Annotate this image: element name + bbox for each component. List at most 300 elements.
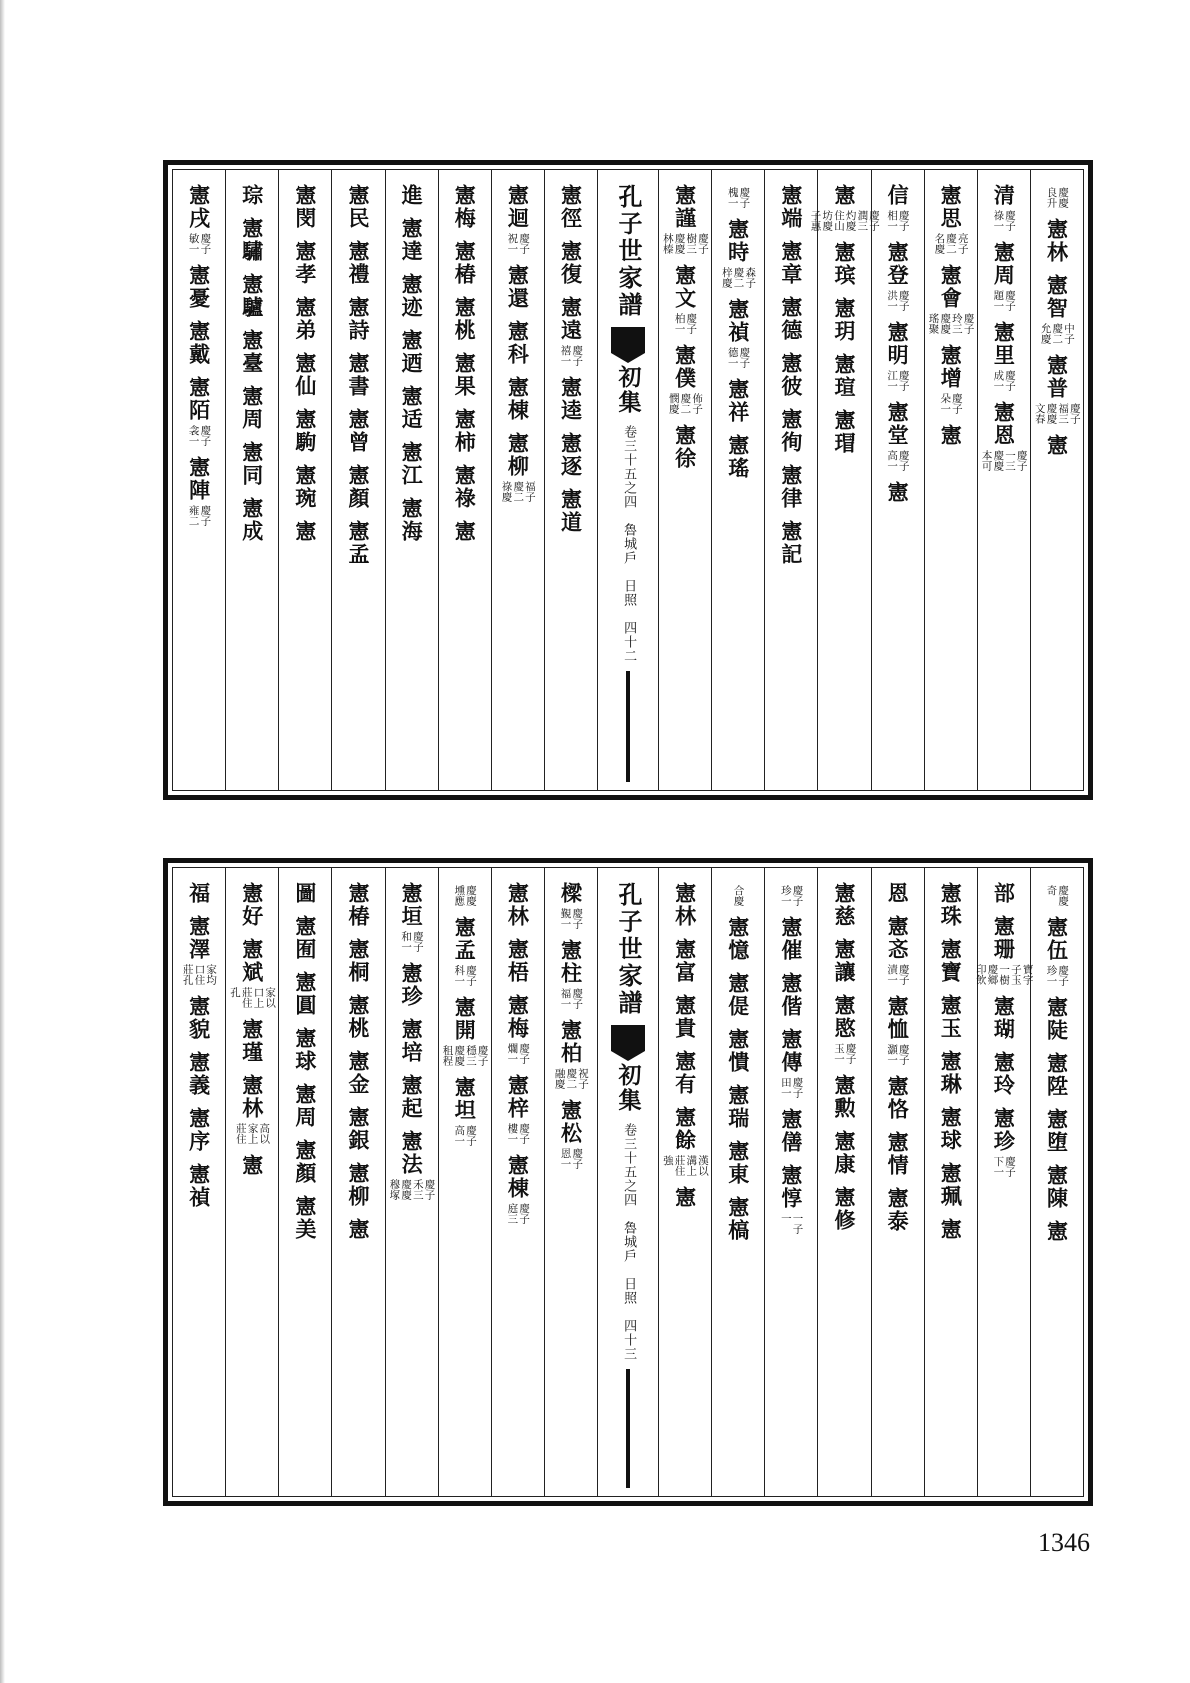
annotation-line: 莊住	[673, 1155, 686, 1176]
annotation-line: 和一	[400, 931, 413, 952]
name-entry	[507, 184, 529, 254]
annotation-line: 慶子	[571, 908, 584, 929]
person-name: 憲東	[725, 1140, 751, 1186]
annotation-line: 覲一	[559, 908, 572, 929]
name-entry	[454, 882, 476, 906]
annotation-line: 慶子	[791, 1077, 804, 1098]
annotation	[1046, 187, 1068, 208]
person-name: 憲法	[399, 1130, 425, 1176]
name-entry	[239, 1154, 265, 1177]
person-name: 憲臺	[239, 329, 265, 375]
person-name: 憲柱	[558, 939, 584, 985]
annotation-line: 高以	[258, 1123, 271, 1144]
annotation	[560, 988, 582, 1009]
person-name: 憲憶	[725, 916, 751, 962]
annotation-line: 敏一	[187, 233, 200, 254]
name-entry	[292, 915, 318, 961]
annotation-line: 子惠	[809, 210, 822, 231]
name-entry	[727, 298, 749, 368]
name-entry	[993, 241, 1015, 311]
name-entry	[292, 1083, 318, 1129]
person-name: 憲周	[292, 1083, 318, 1129]
annotation-line: 福一	[559, 988, 572, 1009]
annotation-line: 融慶	[553, 1068, 566, 1089]
annotation-line: 慶鄉	[986, 964, 999, 985]
annotation	[993, 210, 1015, 231]
name-entry	[991, 995, 1017, 1041]
name-entry	[292, 1195, 318, 1241]
annotation-line: 合慶	[732, 885, 745, 906]
name-entry	[345, 938, 371, 984]
person-name: 憲	[1044, 434, 1070, 457]
name-entry	[831, 297, 857, 343]
name-entry	[831, 882, 857, 928]
annotation-line: 慶子	[868, 210, 881, 231]
name-entry	[975, 915, 1033, 985]
person-name: 憲愍	[831, 994, 857, 1040]
person-name: 憲時	[725, 218, 751, 264]
person-name: 憲民	[345, 184, 371, 230]
name-entry	[186, 882, 212, 905]
name-entry	[1044, 996, 1070, 1042]
annotation-line: 租程	[441, 1045, 454, 1066]
name-entry	[345, 520, 371, 566]
person-name: 憲驢	[239, 273, 265, 319]
name-entry	[1044, 434, 1070, 457]
person-name: 憲僕	[672, 344, 698, 390]
genealogy-column	[977, 170, 1030, 790]
annotation-line: 慶子	[897, 964, 910, 985]
genealogy-column	[225, 170, 278, 790]
genealogy-column	[711, 170, 764, 790]
name-entry	[993, 1107, 1015, 1177]
juan-folio-label: 卷三十五之四 魯城戶 日照 四十二	[621, 425, 637, 663]
genealogy-column	[385, 868, 438, 1496]
name-entry	[505, 938, 531, 984]
person-name: 憲銀	[345, 1106, 371, 1152]
genealogy-column	[544, 170, 597, 790]
annotation-line: 一子	[791, 1213, 804, 1234]
annotation-line: 慶子	[411, 931, 424, 952]
person-name: 憲瑄	[831, 353, 857, 399]
person-name: 憲珍	[399, 962, 425, 1008]
person-name: 憲登	[885, 241, 911, 287]
name-entry	[345, 296, 371, 342]
person-name: 憲堂	[885, 401, 911, 447]
person-name: 憲恩	[991, 401, 1017, 447]
person-name: 憲松	[558, 1099, 584, 1145]
person-name: 憲棟	[505, 376, 531, 422]
genealogy-column	[809, 170, 881, 790]
annotation-line: 慶子	[962, 313, 975, 334]
person-name: 憲起	[399, 1074, 425, 1120]
annotation-line: 漬一	[886, 964, 899, 985]
name-entry	[345, 1106, 371, 1152]
person-name: 憲達	[399, 217, 425, 263]
annotation-line: 祝子	[577, 1068, 590, 1089]
annotation-line: 慶子	[464, 965, 477, 986]
name-entry	[672, 882, 698, 928]
page-number: 1346	[1038, 1528, 1090, 1557]
genealogy-column	[658, 868, 711, 1496]
person-name: 憲椿	[345, 882, 371, 928]
annotation-line: 慶二	[679, 393, 692, 414]
annotation-line: 珍一	[1045, 965, 1058, 986]
name-entry	[345, 184, 371, 230]
person-name: 憲堕	[1044, 1108, 1070, 1154]
name-entry	[938, 1218, 964, 1241]
annotation-line: 瑤聚	[927, 313, 940, 334]
name-entry	[885, 882, 911, 905]
name-entry	[452, 184, 478, 230]
person-name: 憲貴	[672, 994, 698, 1040]
name-entry	[885, 1187, 911, 1233]
annotation	[507, 1043, 529, 1064]
name-entry	[778, 464, 804, 510]
name-entry	[1044, 1164, 1070, 1210]
name-entry	[725, 1140, 751, 1186]
person-name: 憲仙	[292, 352, 318, 398]
name-entry	[938, 882, 964, 928]
person-name: 憲彼	[778, 352, 804, 398]
person-name: 憲顏	[292, 1139, 318, 1185]
genealogy-column	[491, 170, 544, 790]
person-name: 憲	[672, 1186, 698, 1209]
person-name: 福	[186, 882, 212, 905]
annotation	[507, 1203, 529, 1224]
person-name: 憲海	[399, 497, 425, 543]
genealogy-column	[544, 868, 597, 1496]
person-name: 進	[399, 184, 425, 207]
person-name: 憲孟	[452, 916, 478, 962]
name-entry	[662, 184, 708, 254]
fish-tail-ornament	[611, 327, 645, 353]
name-entry	[1044, 1220, 1070, 1243]
genealogy-column	[385, 170, 438, 790]
person-name: 憲里	[991, 321, 1017, 367]
annotation-line: 慶子	[950, 393, 963, 414]
person-name: 憲忞	[885, 915, 911, 961]
annotation	[560, 1148, 582, 1169]
person-name: 憲禎	[186, 1163, 212, 1209]
annotation-line: 中子	[1062, 323, 1075, 344]
name-entry	[725, 1196, 751, 1242]
genealogy-column	[438, 868, 491, 1496]
person-name: 憲慈	[831, 882, 857, 928]
person-name: 憲林	[1044, 218, 1070, 264]
annotation-line: 溝上	[685, 1155, 698, 1176]
person-name: 憲周	[239, 385, 265, 431]
genealogy-column	[331, 170, 384, 790]
genealogy-column	[924, 868, 977, 1496]
annotation	[721, 267, 755, 288]
annotation-line: 慶子	[518, 1203, 531, 1224]
name-entry	[558, 240, 584, 286]
name-entry	[239, 385, 265, 431]
name-entry	[674, 264, 696, 334]
annotation-line: 強	[661, 1155, 674, 1166]
annotation-line: 庭三	[506, 1203, 519, 1224]
person-name: 憲戌	[186, 184, 212, 230]
person-name: 憲	[938, 1218, 964, 1241]
annotation-line: 文春	[1033, 403, 1046, 424]
person-name: 憲貌	[186, 995, 212, 1041]
person-name: 憲圓	[292, 971, 318, 1017]
name-entry	[560, 882, 582, 929]
name-entry	[507, 1074, 529, 1144]
name-entry	[399, 962, 425, 1008]
annotation-line: 慶慶	[453, 1045, 466, 1066]
person-name: 憲徐	[672, 424, 698, 470]
annotation-line: 慶子	[518, 233, 531, 254]
annotation-line: 爛一	[506, 1043, 519, 1064]
person-name: 憲棟	[505, 1154, 531, 1200]
name-entry	[239, 441, 265, 487]
name-entry	[399, 184, 425, 207]
genealogy-column	[711, 868, 764, 1496]
person-name: 憲增	[938, 344, 964, 390]
name-entry	[1044, 218, 1070, 264]
person-name: 憲	[452, 520, 478, 543]
annotation-line: 禾三	[411, 1179, 424, 1200]
name-entry	[292, 1139, 318, 1185]
person-name: 憲文	[672, 264, 698, 310]
annotation	[886, 450, 908, 471]
name-entry	[292, 240, 318, 286]
center-title-column	[597, 170, 658, 790]
name-entry	[778, 972, 804, 1018]
annotation	[981, 450, 1027, 471]
person-name: 憲琬	[292, 464, 318, 510]
annotation	[810, 210, 879, 231]
annotation	[674, 313, 696, 334]
annotation-line: 灼慶	[844, 210, 857, 231]
name-entry	[292, 882, 318, 905]
annotation-line: 槐一	[726, 187, 739, 208]
annotation	[188, 233, 210, 254]
person-name: 憲思	[938, 184, 964, 230]
annotation-line: 家均	[205, 964, 218, 985]
annotation-line: 佈子	[691, 393, 704, 414]
annotation	[560, 908, 582, 929]
name-entry	[505, 264, 531, 310]
annotation-line: 禧一	[559, 345, 572, 366]
name-entry	[345, 352, 371, 398]
name-entry	[186, 264, 212, 310]
person-name: 憲斌	[239, 938, 265, 984]
person-name: 憲德	[778, 296, 804, 342]
annotation-line: 灝一	[886, 1044, 899, 1065]
annotation-line: 洪一	[886, 290, 899, 311]
name-entry	[452, 464, 478, 510]
genealogy-column	[658, 170, 711, 790]
name-entry	[182, 915, 216, 985]
name-entry	[885, 321, 911, 391]
person-name: 憲端	[778, 184, 804, 230]
name-entry	[505, 882, 531, 928]
annotation-line: 慶二	[945, 233, 958, 254]
annotation	[939, 393, 961, 414]
person-name: 憲囿	[292, 915, 318, 961]
name-entry	[292, 971, 318, 1017]
annotation-line: 高一	[453, 1125, 466, 1146]
annotation-line: 梓慶	[720, 267, 733, 288]
annotation-line: 慶子	[518, 1043, 531, 1064]
genealogy-column	[1030, 868, 1083, 1496]
name-entry	[778, 296, 804, 342]
annotation-line: 慶子	[844, 1043, 857, 1064]
person-name: 憲琳	[938, 1050, 964, 1096]
person-name: 憲憒	[725, 1028, 751, 1074]
annotation-line: 一	[779, 1213, 792, 1224]
name-entry	[399, 217, 425, 263]
person-name: 憲祥	[725, 378, 751, 424]
name-entry	[505, 376, 531, 422]
name-entry	[1046, 882, 1068, 906]
name-entry	[558, 488, 584, 534]
genealogy-column	[491, 868, 544, 1496]
annotation-line: 慶慶	[1045, 403, 1058, 424]
name-entry	[938, 1162, 964, 1208]
name-entry	[399, 1074, 425, 1120]
name-entry	[239, 329, 265, 375]
genealogy-column	[764, 170, 817, 790]
name-entry	[938, 994, 964, 1040]
annotation-line: 高一	[886, 450, 899, 471]
annotation-line: 慶慶	[1057, 885, 1070, 906]
person-name: 憲恪	[885, 1075, 911, 1121]
annotation	[507, 1123, 529, 1144]
annotation-line: 玉一	[832, 1043, 845, 1064]
annotation-line: 良升	[1045, 187, 1058, 208]
annotation-line: 慶子	[423, 1179, 436, 1200]
person-name: 憲瑁	[831, 409, 857, 455]
person-name: 圖	[292, 882, 318, 905]
person-name: 憲林	[505, 882, 531, 928]
annotation-line: 莊住	[234, 1123, 247, 1144]
name-entry	[345, 408, 371, 454]
person-name: 憲復	[558, 240, 584, 286]
annotation-line: 珍一	[779, 885, 792, 906]
person-name: 信	[885, 184, 911, 207]
annotation	[993, 290, 1015, 311]
column-grid-upper	[172, 169, 1084, 791]
person-name: 憲玲	[991, 1051, 1017, 1097]
name-entry	[345, 882, 371, 928]
person-name: 憲陡	[1044, 996, 1070, 1042]
name-entry	[1046, 184, 1068, 208]
name-entry	[778, 184, 804, 230]
person-name: 憲梧	[505, 938, 531, 984]
annotation-line: 慶二	[565, 1068, 578, 1089]
annotation-line: 潤三	[856, 210, 869, 231]
annotation-line: 孔	[229, 987, 242, 998]
name-entry	[235, 1074, 269, 1144]
annotation-line: 壎應	[453, 885, 466, 906]
annotation	[975, 964, 1033, 985]
annotation-line: 江一	[886, 370, 899, 391]
name-entry	[239, 882, 265, 928]
annotation-line: 慶子	[199, 505, 212, 526]
annotation	[182, 964, 216, 985]
annotation	[993, 1156, 1015, 1177]
person-name: 憲美	[292, 1195, 318, 1241]
name-entry	[833, 994, 855, 1064]
annotation-line: 慶子	[464, 1125, 477, 1146]
person-name: 樑	[558, 882, 584, 905]
annotation-line: 慶子	[518, 1123, 531, 1144]
genealogy-column	[225, 868, 278, 1496]
annotation	[727, 347, 749, 368]
name-entry	[885, 1131, 911, 1177]
genealogy-column	[278, 868, 331, 1496]
person-name: 憲迴	[505, 184, 531, 230]
annotation-line: 柏一	[673, 313, 686, 334]
name-entry	[672, 938, 698, 984]
person-name: 憲	[831, 184, 857, 207]
book-title: 孔子世家譜	[614, 184, 644, 319]
annotation	[727, 187, 749, 208]
person-name: 憲憂	[186, 264, 212, 310]
name-entry	[725, 434, 751, 480]
person-name: 憲修	[831, 1186, 857, 1232]
annotation-line: 慶二	[512, 481, 525, 502]
name-entry	[505, 320, 531, 366]
annotation-line: 慶子	[1015, 450, 1028, 471]
person-name: 憲	[239, 1154, 265, 1177]
name-entry	[831, 938, 857, 984]
name-entry	[239, 184, 265, 207]
annotation	[229, 987, 275, 1008]
name-entry	[188, 456, 210, 526]
annotation-line: 寶字	[1021, 964, 1034, 985]
person-name: 憲瑚	[991, 995, 1017, 1041]
name-entry	[186, 1163, 212, 1209]
name-entry	[239, 1018, 265, 1064]
annotation-line: 慶子	[738, 187, 751, 208]
name-entry	[452, 352, 478, 398]
genealogy-column	[331, 868, 384, 1496]
person-name: 清	[991, 184, 1017, 207]
annotation-line: 莊孔	[181, 964, 194, 985]
annotation-line: 慶子	[199, 425, 212, 446]
name-entry	[229, 938, 275, 1008]
name-entry	[558, 184, 584, 230]
person-name: 憲禮	[345, 240, 371, 286]
person-name: 憲書	[345, 352, 371, 398]
name-entry	[725, 972, 751, 1018]
name-entry	[292, 352, 318, 398]
annotation-line: 慶子	[1004, 370, 1017, 391]
name-entry	[507, 1154, 529, 1224]
book-title: 孔子世家譜	[614, 882, 644, 1017]
genealogy-page-upper	[163, 160, 1093, 800]
person-name: 憲槁	[725, 1196, 751, 1242]
annotation-line: 慶慶	[992, 450, 1005, 471]
annotation-line: 慶慶	[673, 233, 686, 254]
name-entry	[938, 1106, 964, 1152]
name-entry	[885, 915, 911, 985]
person-name: 憲情	[885, 1131, 911, 1177]
name-entry	[928, 264, 974, 334]
name-entry	[672, 994, 698, 1040]
genealogy-column	[817, 868, 870, 1496]
annotation	[188, 505, 210, 526]
person-name: 憲逐	[558, 432, 584, 478]
person-name: 憲逵	[558, 376, 584, 422]
volume-label: 初集	[614, 1063, 642, 1113]
annotation	[886, 210, 908, 231]
